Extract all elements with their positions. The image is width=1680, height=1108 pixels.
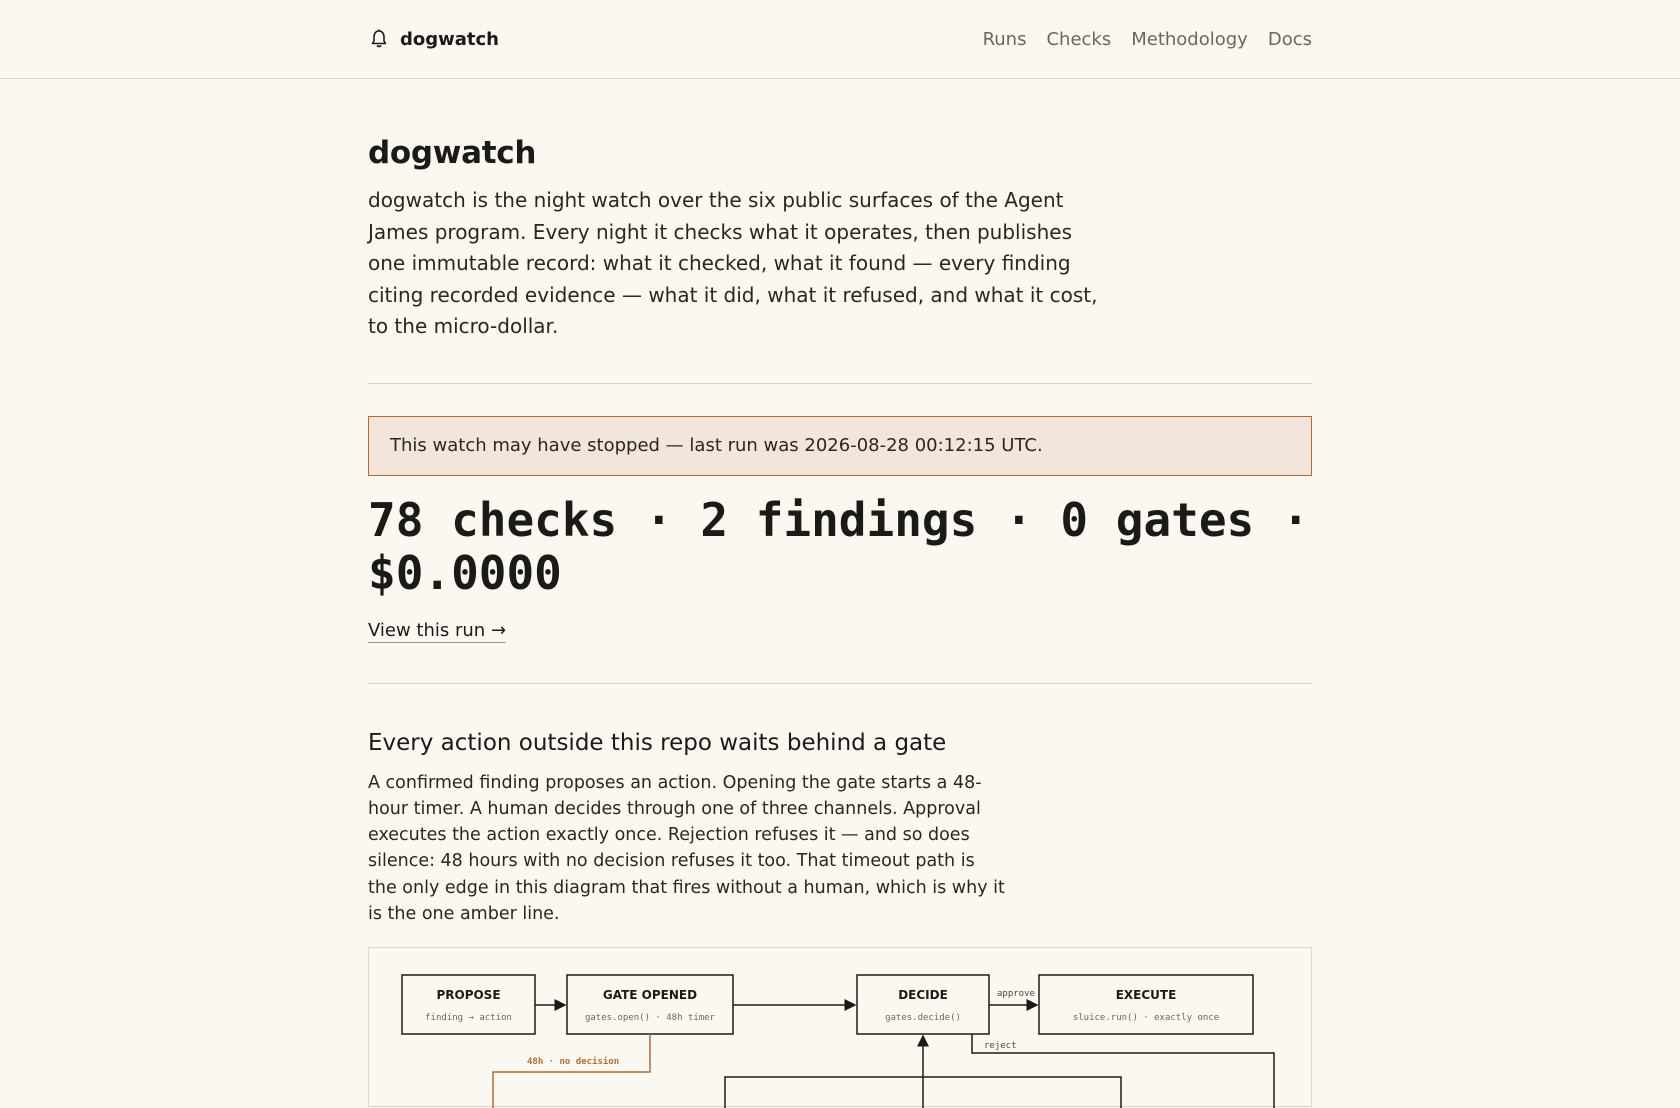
node-propose-sub: finding → action bbox=[425, 1013, 512, 1024]
edge-timeout-label: 48h · no decision bbox=[527, 1057, 620, 1068]
stale-watch-alert bbox=[368, 416, 1312, 476]
view-run-link[interactable]: View this run → bbox=[368, 619, 507, 641]
nav-checks[interactable]: Checks bbox=[1046, 28, 1112, 50]
node-gate-opened bbox=[567, 975, 733, 1034]
node-propose-title: PROPOSE bbox=[436, 988, 501, 1003]
gate-flow-diagram bbox=[368, 947, 1312, 1107]
node-decide-title: DECIDE bbox=[898, 988, 948, 1003]
nav-runs[interactable]: Runs bbox=[982, 28, 1027, 50]
node-execute-sub: sluice.run() · exactly once bbox=[1072, 1013, 1220, 1024]
brand[interactable] bbox=[368, 28, 499, 50]
node-execute-title: EXECUTE bbox=[1115, 988, 1177, 1003]
gate-section-heading: Every action outside this repo waits behind a gate bbox=[368, 729, 947, 756]
node-gate-opened-title: GATE OPENED bbox=[602, 988, 698, 1003]
node-decide-sub: gates.decide() bbox=[885, 1013, 961, 1024]
page-title: dogwatch bbox=[368, 135, 537, 171]
bell-icon bbox=[368, 28, 390, 50]
divider bbox=[368, 383, 1312, 384]
run-summary-line-1: 78 checks · 2 findings · 0 gates · bbox=[368, 492, 1310, 547]
main-nav bbox=[983, 29, 1312, 50]
top-bar bbox=[0, 0, 1680, 79]
gate-flow-svg bbox=[369, 948, 1313, 1108]
edge-reject bbox=[972, 1034, 1274, 1108]
divider bbox=[368, 683, 1312, 684]
brand-name: dogwatch bbox=[400, 28, 499, 50]
edge-reject-label: reject bbox=[984, 1041, 1017, 1052]
node-execute bbox=[1039, 975, 1253, 1034]
edge-timeout bbox=[493, 1034, 650, 1108]
edge-approve-label: approve bbox=[997, 989, 1035, 1000]
main-content bbox=[368, 135, 1312, 1107]
node-propose bbox=[402, 975, 535, 1034]
run-summary-line-2: $0.0000 bbox=[368, 545, 562, 600]
run-summary-stats bbox=[368, 494, 1312, 600]
gate-section-description: A confirmed finding proposes an action. Opening the gate starts a 48-hour timer. A human decides through one of three channels. Approval executes the action exactly once. Rejection refuses it — and so does silence: 48 hours with no decision refuses it too. That timeout path is the only edge in this diagram that fires without a human, which is why it is the one amber line. bbox=[368, 772, 1005, 924]
nav-methodology[interactable]: Methodology bbox=[1131, 28, 1248, 50]
node-decide bbox=[857, 975, 989, 1034]
alert-text: This watch may have stopped — last run was 2026-08-28 00:12:15 UTC. bbox=[390, 435, 1043, 456]
nav-docs[interactable]: Docs bbox=[1267, 28, 1312, 50]
top-bar-inner bbox=[368, 28, 1312, 50]
intro-paragraph: dogwatch is the night watch over the six public surfaces of the Agent James program. Every night it checks what it operates, then publishes one immutable record: what it checked, what it found — every finding citing recorded evidence — what it did, what it refused, and what it cost, to the micro-dollar. bbox=[368, 188, 1098, 338]
node-gate-opened-sub: gates.open() · 48h timer bbox=[584, 1013, 716, 1024]
